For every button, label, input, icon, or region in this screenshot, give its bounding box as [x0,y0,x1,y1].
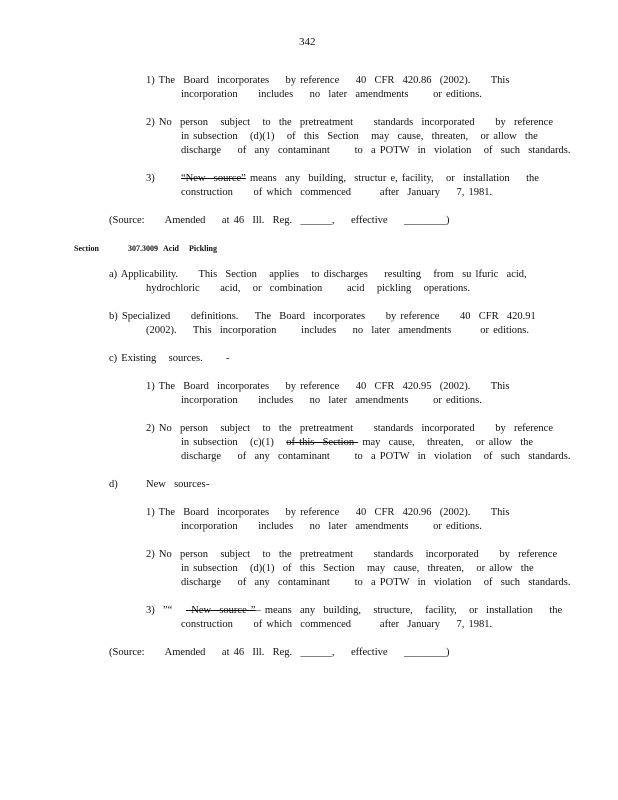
text-line: a) Applicability. This Section applies to discharges resulting from su lfuric acid, [109,269,527,280]
text-line: 2) No person subject to the pretreatment standards incorporated by reference [146,117,553,128]
section-label: Section [74,244,99,253]
text-line: in subsection (d)(1) of this Section may cause, threaten, or allow the [181,563,534,574]
item-number: 3) [146,173,155,184]
text-line: incorporation includes no later amendments or editions. [181,89,482,100]
struck-text: “New source” [181,173,246,184]
source-note: (Source: Amended at 46 Ill. Reg. ______, effective ________) [109,647,450,658]
text-line: 1) The Board incorporates by reference 40 CFR 420.96 (2002). This [146,507,510,518]
text-line: in subsection (c)(1) [181,437,287,448]
text-line: in subsection (d)(1) of this Section may cause, threaten, or allow the [181,131,538,142]
text-line: – means any building, structure, facility, or installation the [255,605,563,616]
text-line: discharge of any contaminant to a POTW in violation of such standards. [181,145,571,156]
section-number: 307.3009 [128,244,158,253]
text-line: construction of which commenced after January 7, 1981. [181,619,493,630]
subsection-label: d) [109,479,118,490]
struck-text: –New source ” [186,605,256,616]
text-line: hydrochloric acid, or combination acid pickling operations. [146,283,471,294]
struck-text: of this Section [286,437,359,448]
subsection-heading: New sources [146,479,206,490]
text-line: incorporation includes no later amendments or editions. [181,395,482,406]
dash-mark: - [206,479,210,490]
source-note: (Source: Amended at 46 Ill. Reg. ______, effective ________) [109,215,450,226]
text-line: discharge of any contaminant to a POTW in violation of such standards. [181,451,571,462]
text-line: 2) No person subject to the pretreatment standards incorporated by reference [146,549,558,560]
text-line: 1) The Board incorporates by reference 40 CFR 420.95 (2002). This [146,381,510,392]
text-line: incorporation includes no later amendments or editions. [181,521,482,532]
item-number: 3) ”“ [146,605,173,616]
text-line: means any building, structur e, facility, or installation the [245,173,539,184]
text-line: discharge of any contaminant to a POTW in violation of such standards. [181,577,571,588]
dash-mark: - [226,353,230,364]
text-line: 2) No person subject to the pretreatment standards incorporated by reference [146,423,553,434]
text-line: may cause, threaten, or allow the [358,437,534,448]
subsection-heading: c) Existing sources. [109,353,203,364]
text-line: construction of which commenced after January 7, 1981. [181,187,493,198]
section-title: Acid Pickling [163,244,218,253]
text-line: b) Specialized definitions. The Board incorporates by reference 40 CFR 420.91 [109,311,536,322]
text-line: (2002). This incorporation includes no later amendments or editions. [146,325,529,336]
page-number: 342 [299,36,316,48]
text-line: 1) The Board incorporates by reference 40 CFR 420.86 (2002). This [146,75,510,86]
